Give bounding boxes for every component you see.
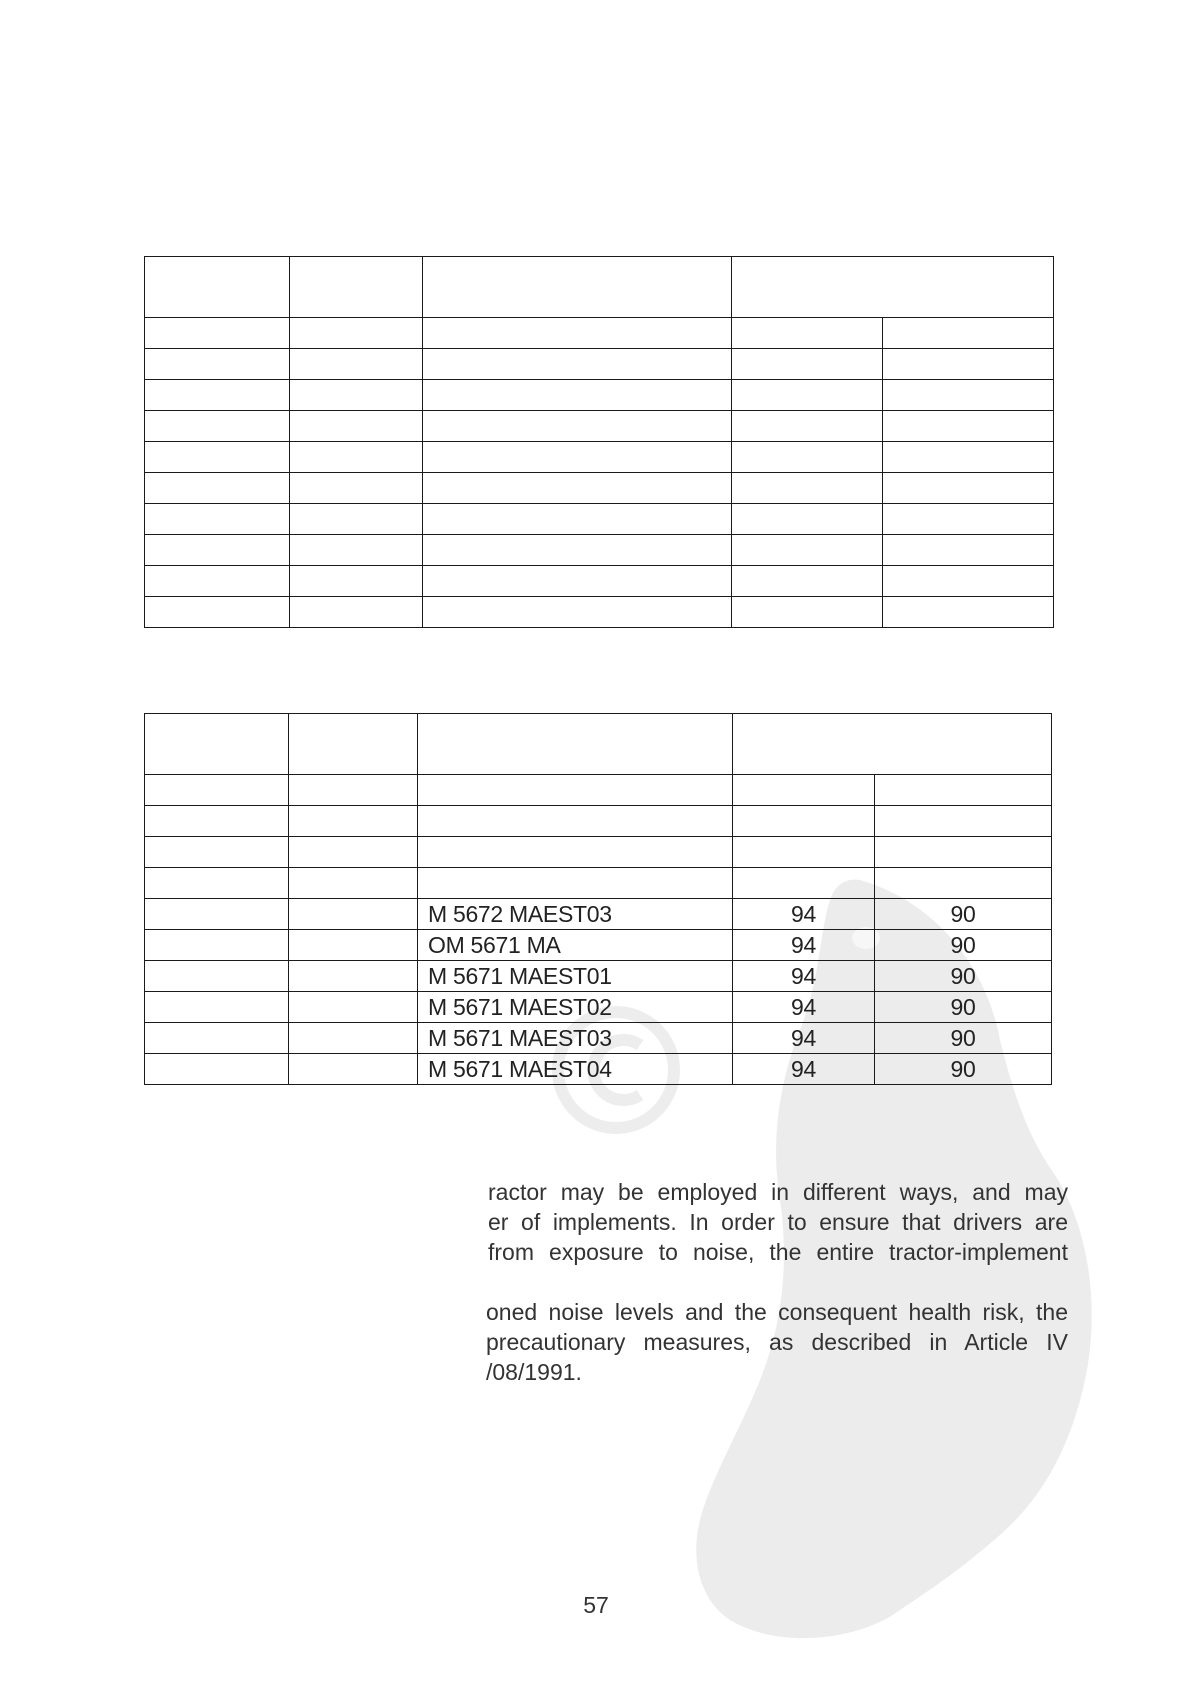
table-cell	[732, 504, 883, 535]
table-cell	[418, 806, 733, 837]
value-a-cell: 94	[733, 930, 875, 961]
table-row	[145, 837, 1052, 868]
table-cell	[732, 349, 883, 380]
table-cell	[732, 318, 883, 349]
header-cell	[145, 714, 289, 775]
table-row	[145, 380, 1054, 411]
table-cell	[883, 318, 1054, 349]
table-row	[145, 411, 1054, 442]
table-cell	[145, 442, 290, 473]
table-cell	[289, 868, 418, 899]
value-b-cell: 90	[875, 930, 1052, 961]
table-cell	[145, 806, 289, 837]
table-row	[145, 318, 1054, 349]
table-cell	[290, 535, 423, 566]
table-cell	[883, 442, 1054, 473]
table-row	[145, 1023, 1052, 1054]
paragraph-1-line: from exposure to noise, the entire tractor-implement	[488, 1239, 1068, 1265]
page-number: 57	[583, 1592, 609, 1618]
table-cell	[418, 837, 733, 868]
table-cell	[289, 837, 418, 868]
table-row	[145, 566, 1054, 597]
table-cell	[732, 411, 883, 442]
value-a-cell: 94	[733, 1054, 875, 1085]
table-cell	[289, 1054, 418, 1085]
table-cell	[418, 775, 733, 806]
table-cell	[423, 442, 732, 473]
table-cell	[875, 868, 1052, 899]
table-cell	[290, 442, 423, 473]
table-cell	[145, 1054, 289, 1085]
model-cell: M 5672 MAEST03	[418, 899, 733, 930]
table-cell	[145, 1023, 289, 1054]
table-cell	[733, 837, 875, 868]
value-a-cell: 94	[733, 1023, 875, 1054]
paragraph-1	[488, 1177, 1068, 1267]
value-b-cell: 90	[875, 1054, 1052, 1085]
table-row	[145, 349, 1054, 380]
value-a-cell: 94	[733, 961, 875, 992]
table-row	[145, 535, 1054, 566]
table-cell	[732, 380, 883, 411]
table-cell	[145, 566, 290, 597]
table-cell	[875, 775, 1052, 806]
value-a-cell: 94	[733, 899, 875, 930]
table-row	[145, 1054, 1052, 1085]
header-cell	[418, 714, 733, 775]
table-cell	[883, 411, 1054, 442]
table-cell	[145, 992, 289, 1023]
table-cell	[289, 899, 418, 930]
table-cell	[289, 775, 418, 806]
table-top	[144, 256, 1054, 628]
table-cell	[733, 775, 875, 806]
table-bottom	[144, 713, 1052, 1085]
table-cell	[145, 899, 289, 930]
table-cell	[290, 411, 423, 442]
table-cell	[289, 806, 418, 837]
table-cell	[290, 504, 423, 535]
table-row	[145, 775, 1052, 806]
table-cell	[875, 837, 1052, 868]
table-cell	[145, 473, 290, 504]
table-cell	[732, 566, 883, 597]
table-row	[145, 504, 1054, 535]
table-cell	[289, 1023, 418, 1054]
table-cell	[732, 473, 883, 504]
header-cell	[732, 257, 1054, 318]
paragraph-2-line: precautionary measures, as described in Article IV	[486, 1329, 1068, 1355]
header-cell	[290, 257, 423, 318]
value-b-cell: 90	[875, 1023, 1052, 1054]
table-cell	[145, 380, 290, 411]
table-cell	[289, 961, 418, 992]
table-cell	[145, 318, 290, 349]
table-cell	[883, 597, 1054, 628]
model-cell: M 5671 MAEST04	[418, 1054, 733, 1085]
table-cell	[145, 504, 290, 535]
table-row	[145, 442, 1054, 473]
table-cell	[145, 775, 289, 806]
table-row	[145, 597, 1054, 628]
model-cell: M 5671 MAEST03	[418, 1023, 733, 1054]
table-cell	[423, 566, 732, 597]
table-cell	[733, 868, 875, 899]
table-cell	[145, 349, 290, 380]
table-cell	[289, 992, 418, 1023]
table-cell	[883, 349, 1054, 380]
value-b-cell: 90	[875, 899, 1052, 930]
table-cell	[290, 349, 423, 380]
table-cell	[145, 868, 289, 899]
table-cell	[423, 535, 732, 566]
table-header-row	[145, 257, 1054, 318]
value-b-cell: 90	[875, 961, 1052, 992]
paragraph-2	[486, 1297, 1068, 1387]
table-cell	[423, 411, 732, 442]
paragraph-2-line: /08/1991.	[486, 1359, 582, 1385]
table-cell	[423, 473, 732, 504]
table-cell	[883, 566, 1054, 597]
table-cell	[883, 380, 1054, 411]
table-cell	[290, 473, 423, 504]
table-row	[145, 992, 1052, 1023]
table-cell	[145, 535, 290, 566]
table-row	[145, 473, 1054, 504]
table-cell	[290, 318, 423, 349]
model-cell: M 5671 MAEST02	[418, 992, 733, 1023]
table-cell	[423, 504, 732, 535]
table-cell	[145, 597, 290, 628]
header-cell	[289, 714, 418, 775]
paragraph-1-line: ractor may be employed in different ways, and may	[488, 1179, 1068, 1205]
table-cell	[883, 504, 1054, 535]
value-a-cell: 94	[733, 992, 875, 1023]
model-cell: OM 5671 MA	[418, 930, 733, 961]
table-cell	[145, 411, 290, 442]
table-cell	[290, 597, 423, 628]
table-cell	[289, 930, 418, 961]
table-row	[145, 868, 1052, 899]
table-cell	[290, 566, 423, 597]
table-cell	[883, 473, 1054, 504]
table-cell	[290, 380, 423, 411]
header-cell	[423, 257, 732, 318]
header-cell	[733, 714, 1052, 775]
table-cell	[423, 597, 732, 628]
table-cell	[423, 318, 732, 349]
table-cell	[145, 930, 289, 961]
paragraph-1-line: er of implements. In order to ensure that drivers are	[488, 1209, 1068, 1235]
value-b-cell: 90	[875, 992, 1052, 1023]
table-cell	[732, 535, 883, 566]
table-cell	[418, 868, 733, 899]
model-cell: M 5671 MAEST01	[418, 961, 733, 992]
table-row	[145, 899, 1052, 930]
table-cell	[732, 442, 883, 473]
table-cell	[423, 349, 732, 380]
table-cell	[423, 380, 732, 411]
table-row	[145, 806, 1052, 837]
table-cell	[732, 597, 883, 628]
table-cell	[875, 806, 1052, 837]
table-row	[145, 961, 1052, 992]
table-cell	[883, 535, 1054, 566]
table-header-row	[145, 714, 1052, 775]
header-cell	[145, 257, 290, 318]
table-cell	[733, 806, 875, 837]
paragraph-2-line: oned noise levels and the consequent health risk, the	[486, 1299, 1068, 1325]
table-cell	[145, 961, 289, 992]
table-cell	[145, 837, 289, 868]
table-row	[145, 930, 1052, 961]
